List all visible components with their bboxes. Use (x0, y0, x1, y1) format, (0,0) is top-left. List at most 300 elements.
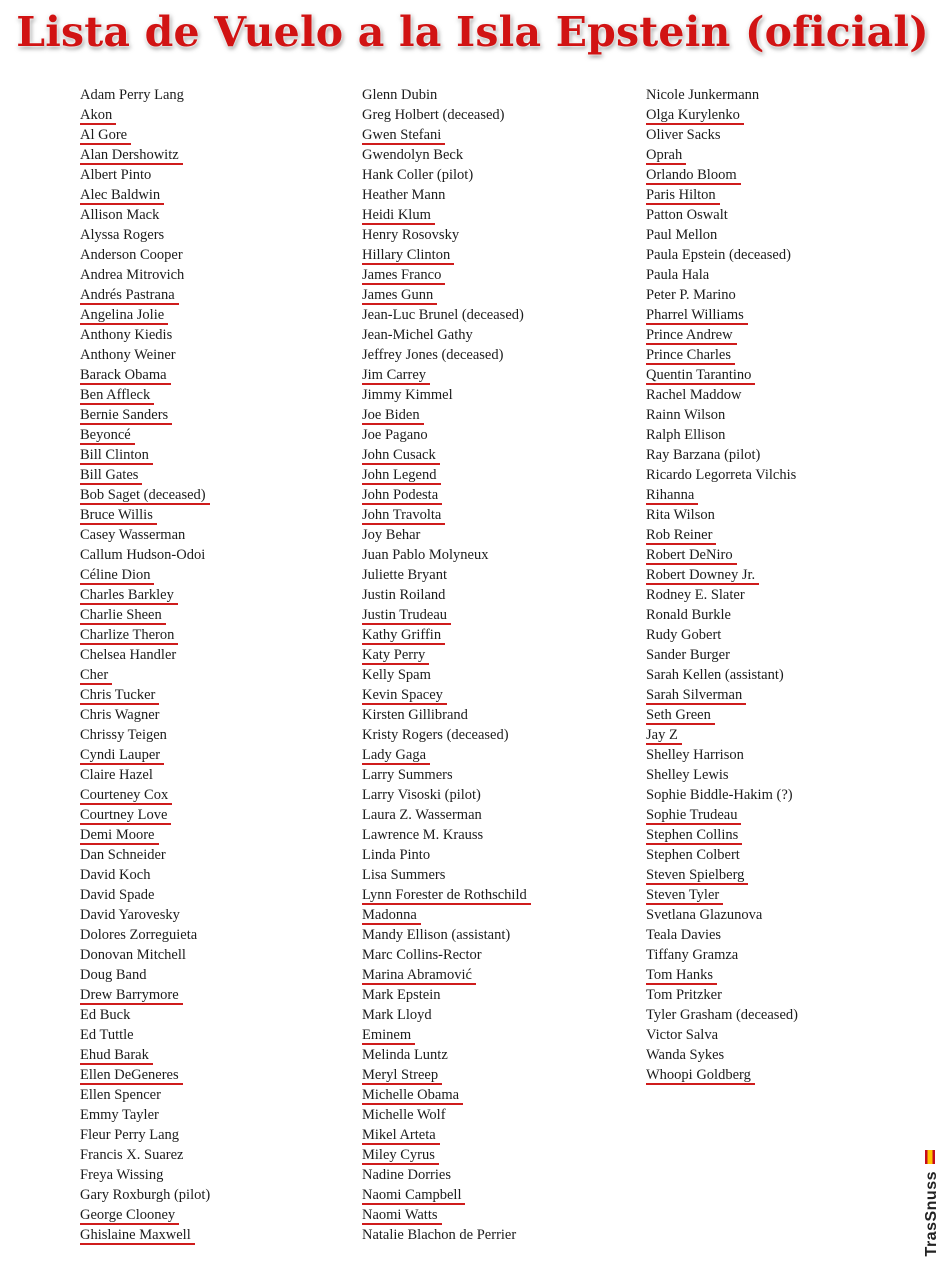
name: Ralph Ellison (646, 427, 726, 443)
name: Jean-Luc Brunel (deceased) (362, 307, 524, 323)
list-item (80, 465, 210, 485)
name: Shelley Harrison (646, 747, 744, 763)
highlighted-name: Rihanna (646, 487, 698, 505)
list-item (80, 305, 210, 325)
highlighted-name: Bob Saget (deceased) (80, 487, 210, 505)
highlighted-name: Joe Biden (362, 407, 424, 425)
name: Ronald Burkle (646, 607, 731, 623)
name: Oliver Sacks (646, 127, 721, 143)
name: Ray Barzana (pilot) (646, 447, 761, 463)
name: Sarah Kellen (assistant) (646, 667, 784, 683)
name: Paula Epstein (deceased) (646, 247, 791, 263)
list-item (646, 125, 798, 145)
name: Andrea Mitrovich (80, 267, 185, 283)
name: Svetlana Glazunova (646, 907, 763, 923)
name: Wanda Sykes (646, 1047, 725, 1063)
name: Marc Collins-Rector (362, 947, 482, 963)
highlighted-name: Paris Hilton (646, 187, 720, 205)
highlighted-name: Steven Tyler (646, 887, 723, 905)
list-item (362, 325, 531, 345)
list-item (362, 1105, 531, 1125)
list-item (646, 225, 798, 245)
name: Fleur Perry Lang (80, 1127, 180, 1143)
list-item (362, 465, 531, 485)
list-item (80, 85, 210, 105)
list-item (80, 345, 210, 365)
list-item (362, 225, 531, 245)
name: Greg Holbert (deceased) (362, 107, 505, 123)
list-item (646, 405, 798, 425)
name-column-3 (646, 85, 798, 1085)
highlighted-name: Sophie Trudeau (646, 807, 741, 825)
list-item (646, 825, 798, 845)
list-item (80, 705, 210, 725)
highlighted-name: Céline Dion (80, 567, 154, 585)
name: David Koch (80, 867, 151, 883)
name: Callum Hudson-Odoi (80, 547, 206, 563)
list-item (80, 1085, 210, 1105)
list-item (646, 925, 798, 945)
list-item (362, 805, 531, 825)
list-item (362, 245, 531, 265)
highlighted-name: Ellen DeGeneres (80, 1067, 183, 1085)
highlighted-name: Andrés Pastrana (80, 287, 179, 305)
name: Joe Pagano (362, 427, 428, 443)
list-item (362, 985, 531, 1005)
name: Rita Wilson (646, 507, 715, 523)
list-item (80, 765, 210, 785)
name: Dolores Zorreguieta (80, 927, 198, 943)
list-item (362, 445, 531, 465)
name: Sophie Biddle-Hakim (?) (646, 787, 793, 803)
name: Gwendolyn Beck (362, 147, 464, 163)
list-item (362, 545, 531, 565)
highlighted-name: Drew Barrymore (80, 987, 183, 1005)
name: Hank Coller (pilot) (362, 167, 474, 183)
list-item (80, 225, 210, 245)
list-item (646, 805, 798, 825)
list-item (362, 1005, 531, 1025)
name: Albert Pinto (80, 167, 152, 183)
list-item (362, 305, 531, 325)
highlighted-name: Kevin Spacey (362, 687, 447, 705)
name: Allison Mack (80, 207, 160, 223)
name: Joy Behar (362, 527, 421, 543)
list-item (646, 305, 798, 325)
highlighted-name: Charles Barkley (80, 587, 178, 605)
highlighted-name: John Cusack (362, 447, 440, 465)
list-item (362, 1225, 531, 1245)
highlighted-name: Stephen Collins (646, 827, 742, 845)
list-item (80, 725, 210, 745)
list-item (362, 85, 531, 105)
list-item (362, 265, 531, 285)
list-item (80, 265, 210, 285)
list-item (80, 365, 210, 385)
name: Rachel Maddow (646, 387, 742, 403)
list-item (362, 705, 531, 725)
highlighted-name: Cyndi Lauper (80, 747, 164, 765)
name: Chrissy Teigen (80, 727, 167, 743)
list-item (362, 485, 531, 505)
highlighted-name: Angelina Jolie (80, 307, 168, 325)
list-item (646, 445, 798, 465)
list-item (362, 285, 531, 305)
highlighted-name: Robert DeNiro (646, 547, 737, 565)
name: Rainn Wilson (646, 407, 726, 423)
list-item (646, 705, 798, 725)
highlighted-name: Miley Cyrus (362, 1147, 439, 1165)
name: Juan Pablo Molyneux (362, 547, 489, 563)
highlighted-name: Tom Hanks (646, 967, 717, 985)
flag-icon (925, 1150, 935, 1164)
name: Rudy Gobert (646, 627, 722, 643)
list-item (80, 425, 210, 445)
name: Natalie Blachon de Perrier (362, 1227, 517, 1243)
highlighted-name: Prince Andrew (646, 327, 737, 345)
highlighted-name: Steven Spielberg (646, 867, 748, 885)
list-item (362, 625, 531, 645)
list-item (362, 965, 531, 985)
list-item (362, 1085, 531, 1105)
name: Ellen Spencer (80, 1087, 161, 1103)
name: Jimmy Kimmel (362, 387, 453, 403)
highlighted-name: Michelle Obama (362, 1087, 463, 1105)
name: Larry Summers (362, 767, 453, 783)
name: Ed Buck (80, 1007, 131, 1023)
highlighted-name: James Gunn (362, 287, 437, 305)
highlighted-name: Mikel Arteta (362, 1127, 440, 1145)
highlighted-name: Madonna (362, 907, 421, 925)
list-item (80, 105, 210, 125)
list-item (362, 105, 531, 125)
list-item (362, 565, 531, 585)
list-item (80, 1025, 210, 1045)
name: Chris Wagner (80, 707, 160, 723)
list-item (646, 665, 798, 685)
list-item (362, 425, 531, 445)
highlighted-name: Lynn Forester de Rothschild (362, 887, 531, 905)
list-item (646, 105, 798, 125)
name: Francis X. Suarez (80, 1147, 184, 1163)
highlighted-name: Bruce Willis (80, 507, 157, 525)
name: Tom Pritzker (646, 987, 722, 1003)
highlighted-name: Courteney Cox (80, 787, 172, 805)
list-item (362, 205, 531, 225)
list-item (80, 865, 210, 885)
highlighted-name: Barack Obama (80, 367, 171, 385)
list-item (80, 405, 210, 425)
list-item (80, 525, 210, 545)
name: Heather Mann (362, 187, 446, 203)
list-item (362, 1025, 531, 1045)
list-item (646, 985, 798, 1005)
list-item (80, 1145, 210, 1165)
name: Laura Z. Wasserman (362, 807, 482, 823)
list-item (80, 1225, 210, 1245)
name: David Yarovesky (80, 907, 180, 923)
name: Casey Wasserman (80, 527, 186, 543)
list-item (646, 485, 798, 505)
list-item (646, 725, 798, 745)
list-item (80, 965, 210, 985)
name: Anderson Cooper (80, 247, 183, 263)
name: Melinda Luntz (362, 1047, 448, 1063)
list-item (362, 345, 531, 365)
list-item (362, 1205, 531, 1225)
highlighted-name: Chris Tucker (80, 687, 159, 705)
list-item (362, 825, 531, 845)
list-item (362, 365, 531, 385)
name: Kelly Spam (362, 667, 431, 683)
watermark: TrasSnuss (923, 1170, 940, 1256)
list-item (362, 765, 531, 785)
list-item (362, 945, 531, 965)
list-item (80, 145, 210, 165)
list-item (646, 905, 798, 925)
highlighted-name: Olga Kurylenko (646, 107, 744, 125)
list-item (80, 625, 210, 645)
list-item (646, 1045, 798, 1065)
list-item (362, 405, 531, 425)
name: Linda Pinto (362, 847, 431, 863)
list-item (362, 905, 531, 925)
highlighted-name: Cher (80, 667, 112, 685)
list-item (646, 745, 798, 765)
list-item (646, 345, 798, 365)
highlighted-name: Seth Green (646, 707, 715, 725)
list-item (362, 165, 531, 185)
list-item (646, 185, 798, 205)
list-item (646, 425, 798, 445)
name-column-1 (80, 85, 210, 1245)
name: Kirsten Gillibrand (362, 707, 468, 723)
name: Justin Roiland (362, 587, 446, 603)
highlighted-name: John Travolta (362, 507, 445, 525)
list-item (646, 585, 798, 605)
list-item (646, 325, 798, 345)
list-item (646, 965, 798, 985)
list-item (80, 445, 210, 465)
name: Mark Lloyd (362, 1007, 432, 1023)
list-item (362, 745, 531, 765)
list-item (80, 545, 210, 565)
highlighted-name: Bernie Sanders (80, 407, 172, 425)
name: Anthony Kiedis (80, 327, 173, 343)
list-item (646, 865, 798, 885)
list-item (80, 1165, 210, 1185)
name: Rodney E. Slater (646, 587, 745, 603)
list-item (362, 865, 531, 885)
highlighted-name: Al Gore (80, 127, 131, 145)
highlighted-name: Bill Gates (80, 467, 142, 485)
list-item (362, 1185, 531, 1205)
list-item (80, 125, 210, 145)
list-item (362, 1165, 531, 1185)
list-item (80, 245, 210, 265)
name: Dan Schneider (80, 847, 166, 863)
name: Ricardo Legorreta Vilchis (646, 467, 797, 483)
list-item (362, 1145, 531, 1165)
name: Mark Epstein (362, 987, 441, 1003)
name: Mandy Ellison (assistant) (362, 927, 511, 943)
list-item (646, 945, 798, 965)
list-item (80, 325, 210, 345)
list-item (362, 1065, 531, 1085)
list-item (80, 485, 210, 505)
list-item (80, 505, 210, 525)
list-item (80, 1125, 210, 1145)
name: Gary Roxburgh (pilot) (80, 1187, 211, 1203)
list-item (646, 385, 798, 405)
list-item (80, 785, 210, 805)
highlighted-name: Beyoncé (80, 427, 135, 445)
name: Peter P. Marino (646, 287, 736, 303)
list-item (646, 885, 798, 905)
highlighted-name: Bill Clinton (80, 447, 153, 465)
list-item (80, 285, 210, 305)
highlighted-name: John Podesta (362, 487, 442, 505)
highlighted-name: Charlie Sheen (80, 607, 166, 625)
list-item (80, 985, 210, 1005)
list-item (80, 825, 210, 845)
list-item (646, 245, 798, 265)
list-item (646, 845, 798, 865)
list-item (80, 685, 210, 705)
name: Donovan Mitchell (80, 947, 186, 963)
list-item (80, 585, 210, 605)
name: Jeffrey Jones (deceased) (362, 347, 504, 363)
list-item (646, 165, 798, 185)
highlighted-name: Jim Carrey (362, 367, 430, 385)
list-item (80, 945, 210, 965)
highlighted-name: Justin Trudeau (362, 607, 451, 625)
list-item (80, 205, 210, 225)
list-item (362, 885, 531, 905)
list-item (646, 465, 798, 485)
list-item (646, 525, 798, 545)
list-item (80, 665, 210, 685)
list-item (80, 565, 210, 585)
name: Emmy Tayler (80, 1107, 159, 1123)
highlighted-name: Alan Dershowitz (80, 147, 183, 165)
highlighted-name: Marina Abramović (362, 967, 476, 985)
name: Michelle Wolf (362, 1107, 446, 1123)
highlighted-name: Eminem (362, 1027, 415, 1045)
list-item (362, 525, 531, 545)
list-item (362, 185, 531, 205)
highlighted-name: Akon (80, 107, 116, 125)
highlighted-name: Orlando Bloom (646, 167, 741, 185)
name: Chelsea Handler (80, 647, 177, 663)
list-item (80, 1065, 210, 1085)
highlighted-name: Courtney Love (80, 807, 171, 825)
name: David Spade (80, 887, 155, 903)
highlighted-name: Quentin Tarantino (646, 367, 755, 385)
name: Glenn Dubin (362, 87, 438, 103)
list-item (646, 545, 798, 565)
list-item (646, 645, 798, 665)
highlighted-name: Ben Affleck (80, 387, 154, 405)
list-item (362, 785, 531, 805)
name: Lawrence M. Krauss (362, 827, 484, 843)
highlighted-name: Jay Z (646, 727, 682, 745)
list-item (80, 1105, 210, 1125)
name: Paul Mellon (646, 227, 718, 243)
name: Shelley Lewis (646, 767, 729, 783)
list-item (80, 645, 210, 665)
name: Sander Burger (646, 647, 730, 663)
list-item (646, 285, 798, 305)
list-item (362, 585, 531, 605)
list-item (80, 165, 210, 185)
highlighted-name: Ehud Barak (80, 1047, 153, 1065)
highlighted-name: George Clooney (80, 1207, 179, 1225)
list-item (80, 1185, 210, 1205)
list-item (646, 625, 798, 645)
list-item (646, 685, 798, 705)
list-item (646, 205, 798, 225)
list-item (646, 1065, 798, 1085)
list-item (80, 885, 210, 905)
name: Anthony Weiner (80, 347, 176, 363)
list-item (362, 385, 531, 405)
name: Adam Perry Lang (80, 87, 184, 103)
list-item (646, 605, 798, 625)
highlighted-name: Kathy Griffin (362, 627, 445, 645)
list-item (646, 365, 798, 385)
list-item (362, 725, 531, 745)
name: Nicole Junkermann (646, 87, 760, 103)
list-item (646, 85, 798, 105)
name: Lisa Summers (362, 867, 446, 883)
list-item (80, 845, 210, 865)
list-item (80, 805, 210, 825)
highlighted-name: Hillary Clinton (362, 247, 454, 265)
highlighted-name: Demi Moore (80, 827, 159, 845)
highlighted-name: James Franco (362, 267, 445, 285)
list-item (362, 845, 531, 865)
highlighted-name: Rob Reiner (646, 527, 716, 545)
list-item (362, 145, 531, 165)
highlighted-name: Sarah Silverman (646, 687, 746, 705)
name: Paula Hala (646, 267, 710, 283)
highlighted-name: Prince Charles (646, 347, 735, 365)
name: Juliette Bryant (362, 567, 447, 583)
list-item (362, 1045, 531, 1065)
name: Ed Tuttle (80, 1027, 134, 1043)
list-item (80, 605, 210, 625)
list-item (362, 925, 531, 945)
list-item (80, 185, 210, 205)
highlighted-name: John Legend (362, 467, 441, 485)
list-item (80, 905, 210, 925)
list-item (362, 665, 531, 685)
highlighted-name: Robert Downey Jr. (646, 567, 759, 585)
list-item (362, 1125, 531, 1145)
name: Doug Band (80, 967, 147, 983)
name: Tyler Grasham (deceased) (646, 1007, 798, 1023)
list-item (646, 505, 798, 525)
list-item (80, 385, 210, 405)
name: Patton Oswalt (646, 207, 728, 223)
name: Nadine Dorries (362, 1167, 451, 1183)
list-item (80, 745, 210, 765)
list-item (646, 265, 798, 285)
highlighted-name: Whoopi Goldberg (646, 1067, 755, 1085)
name: Stephen Colbert (646, 847, 740, 863)
list-item (80, 925, 210, 945)
